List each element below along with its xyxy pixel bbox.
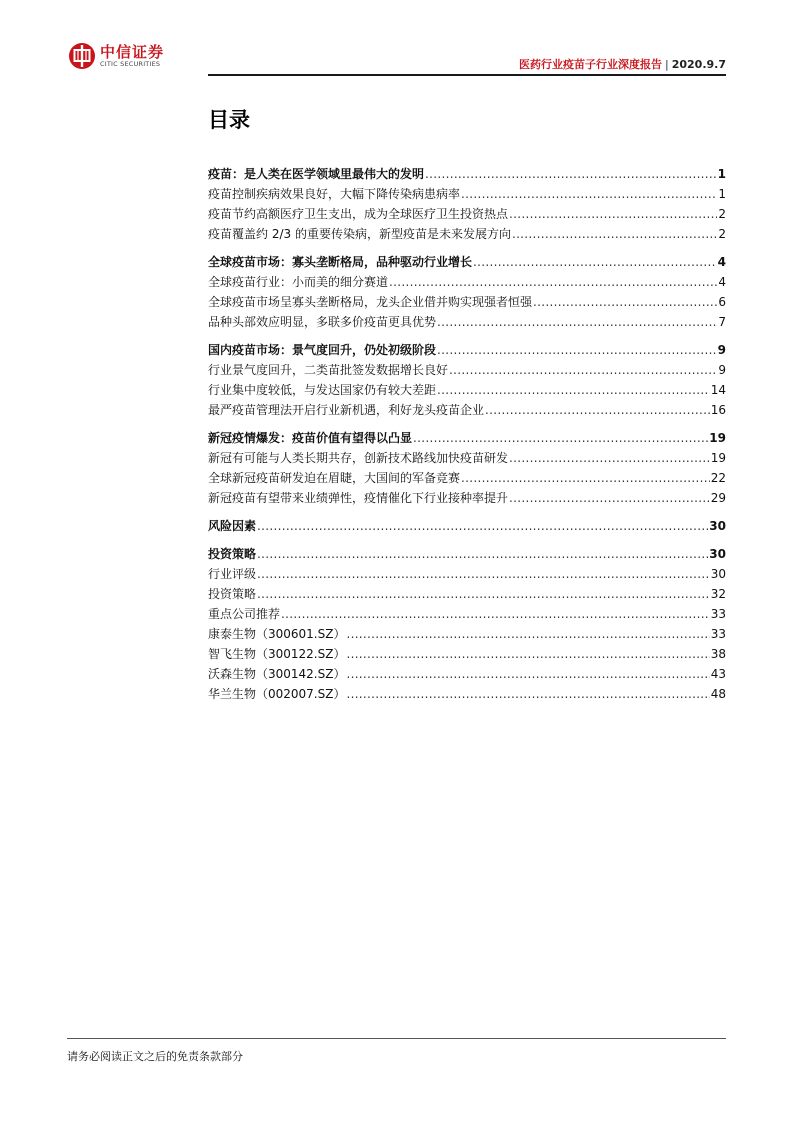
toc-entry[interactable] [208,272,726,292]
logo-english-name: CITIC SECURITIES [100,59,161,68]
toc-entry-title: 投资策略 [208,587,257,601]
toc-dot-leader [509,448,710,468]
toc-entry[interactable] [208,184,726,204]
toc-section-heading[interactable] [208,252,726,272]
toc-page-number: 48 [710,687,726,701]
header-separator: | [665,58,669,71]
toc-entry-title: 行业景气度回升，二类苗批签发数据增长良好 [208,363,449,377]
company-logo [68,41,164,71]
toc-entry-title: 疫苗：是人类在医学领域里最伟大的发明 [208,167,425,181]
report-header [519,56,726,72]
toc-entry[interactable] [208,312,726,332]
toc-page-number: 32 [710,587,726,601]
toc-entry-title: 疫苗控制疾病效果良好，大幅下降传染病患病率 [208,187,461,201]
toc-entry[interactable] [208,584,726,604]
toc-section [208,544,726,704]
toc-dot-leader [437,340,717,360]
toc-page-number: 1 [718,187,726,201]
toc-entry[interactable] [208,468,726,488]
toc-page-number: 7 [718,315,726,329]
toc-dot-leader [437,312,717,332]
toc-entry[interactable] [208,684,726,704]
report-date: 2020.9.7 [671,58,726,71]
toc-dot-leader [257,564,710,584]
toc-entry-title: 沃森生物（300142.SZ） [208,667,346,681]
toc-page-number: 29 [710,491,726,505]
toc-dot-leader [281,604,710,624]
toc-page-number: 9 [717,343,726,357]
toc-entry[interactable] [208,604,726,624]
toc-page-number: 14 [710,383,726,397]
report-title: 医药行业疫苗子行业深度报告 [519,58,662,71]
toc-entry-title: 行业评级 [208,567,257,581]
toc-entry[interactable] [208,448,726,468]
toc-page-number: 38 [710,647,726,661]
toc-entry-title: 国内疫苗市场：景气度回升，仍处初级阶段 [208,343,437,357]
header-divider [208,74,726,76]
citic-logo-icon [68,42,96,70]
toc-dot-leader [509,488,710,508]
toc-page-number: 33 [710,607,726,621]
toc-entry-title: 智飞生物（300122.SZ） [208,647,346,661]
toc-entry-title: 投资策略 [208,547,257,561]
toc-page-number: 22 [710,471,726,485]
toc-dot-leader [389,272,717,292]
toc-entry[interactable] [208,564,726,584]
toc-dot-leader [425,164,717,184]
toc-dot-leader [485,400,710,420]
toc-page-number: 4 [717,255,726,269]
toc-entry[interactable] [208,292,726,312]
toc-page-number: 19 [710,451,726,465]
toc-page-number: 30 [709,547,726,561]
toc-entry-title: 新冠疫情爆发：疫苗价值有望得以凸显 [208,431,413,445]
toc-entry-title: 新冠疫苗有望带来业绩弹性，疫情催化下行业接种率提升 [208,491,509,505]
toc-entry-title: 行业集中度较低，与发达国家仍有较大差距 [208,383,437,397]
toc-entry-title: 最严疫苗管理法开启行业新机遇，利好龙头疫苗企业 [208,403,485,417]
toc-section-heading[interactable] [208,164,726,184]
toc-entry-title: 全球疫苗行业：小而美的细分赛道 [208,275,389,289]
table-of-contents [208,164,726,712]
footer-disclaimer: 请务必阅读正文之后的免责条款部分 [67,1050,243,1063]
toc-entry-title: 全球疫苗市场呈寡头垄断格局，龙头企业借并购实现强者恒强 [208,295,533,309]
toc-dot-leader [413,428,708,448]
toc-page-number: 30 [709,519,726,533]
toc-dot-leader [512,224,717,244]
toc-entry[interactable] [208,204,726,224]
toc-section [208,340,726,420]
toc-entry[interactable] [208,488,726,508]
toc-dot-leader [346,644,709,664]
toc-section [208,516,726,536]
toc-entry-title: 全球新冠疫苗研发迫在眉睫，大国间的军备竞赛 [208,471,461,485]
toc-section [208,252,726,332]
toc-dot-leader [461,468,710,488]
toc-entry-title: 康泰生物（300601.SZ） [208,627,346,641]
toc-dot-leader [346,664,709,684]
toc-section-heading[interactable] [208,340,726,360]
toc-entry[interactable] [208,644,726,664]
toc-dot-leader [346,684,709,704]
toc-section [208,164,726,244]
toc-page-number: 1 [717,167,726,181]
toc-entry[interactable] [208,624,726,644]
toc-page-number: 9 [718,363,726,377]
toc-page-number: 4 [718,275,726,289]
toc-dot-leader [257,516,708,536]
toc-page-number: 19 [709,431,726,445]
toc-entry-title: 全球疫苗市场：寡头垄断格局，品种驱动行业增长 [208,255,473,269]
toc-section-heading[interactable] [208,516,726,536]
toc-entry-title: 疫苗节约高额医疗卫生支出，成为全球医疗卫生投资热点 [208,207,509,221]
toc-page-number: 30 [710,567,726,581]
toc-page-number: 33 [710,627,726,641]
toc-entry[interactable] [208,360,726,380]
toc-heading: 目录 [208,108,250,132]
toc-dot-leader [346,624,709,644]
toc-section-heading[interactable] [208,544,726,564]
logo-chinese-name: 中信证券 [100,42,165,61]
toc-dot-leader [509,204,717,224]
toc-entry-title: 风险因素 [208,519,257,533]
toc-dot-leader [449,360,717,380]
toc-entry[interactable] [208,224,726,244]
toc-entry-title: 重点公司推荐 [208,607,281,621]
toc-dot-leader [257,584,710,604]
toc-entry-title: 华兰生物（002007.SZ） [208,687,346,701]
footer-divider [67,1038,726,1039]
toc-dot-leader [533,292,717,312]
toc-dot-leader [461,184,717,204]
toc-entry-title: 疫苗覆盖约 2/3 的重要传染病，新型疫苗是未来发展方向 [208,227,511,241]
toc-dot-leader [473,252,717,272]
toc-entry-title: 新冠有可能与人类长期共存，创新技术路线加快疫苗研发 [208,451,509,465]
toc-page-number: 43 [710,667,726,681]
toc-section-heading[interactable] [208,428,726,448]
toc-entry[interactable] [208,400,726,420]
toc-section [208,428,726,508]
toc-page-number: 2 [718,227,726,241]
toc-entry-title: 品种头部效应明显，多联多价疫苗更具优势 [208,315,437,329]
toc-page-number: 2 [718,207,726,221]
toc-entry[interactable] [208,380,726,400]
toc-dot-leader [437,380,710,400]
toc-page-number: 6 [718,295,726,309]
toc-entry[interactable] [208,664,726,684]
toc-page-number: 16 [710,403,726,417]
toc-dot-leader [257,544,708,564]
